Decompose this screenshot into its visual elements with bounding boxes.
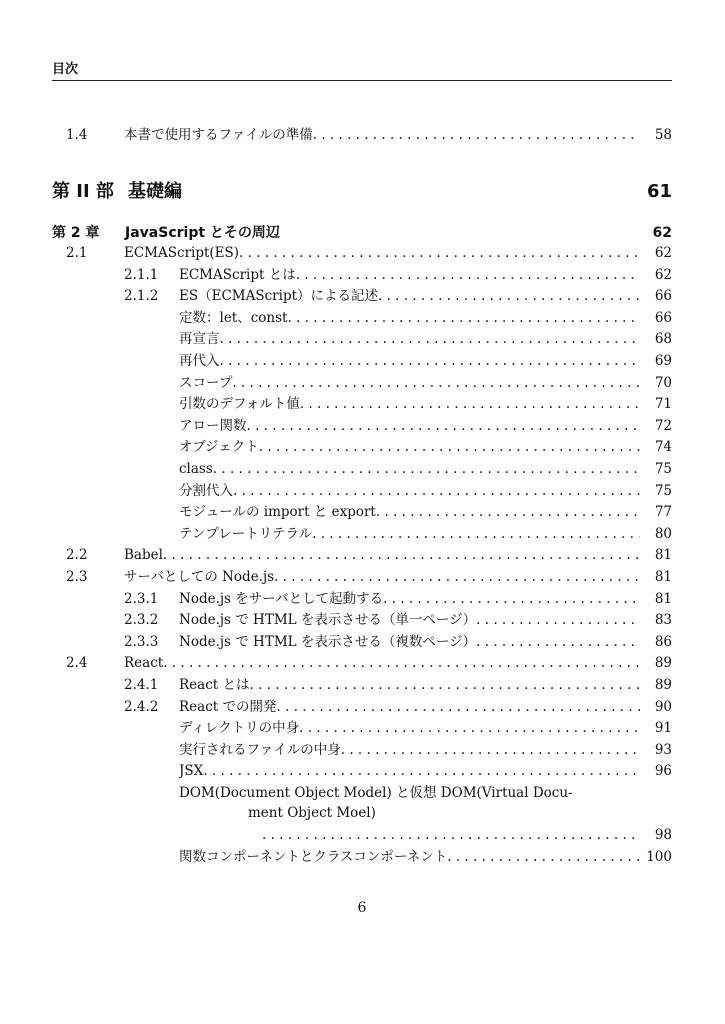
toc-entry[interactable] [179,632,672,652]
dot-leader [299,718,640,738]
toc-entry[interactable] [179,351,672,371]
toc-entry[interactable] [179,329,672,349]
toc-entry-title: テンプレートリテラル [179,526,313,542]
toc-entry-page: 70 [654,375,672,391]
dot-leader [447,847,640,867]
toc-entry-leader-line [262,825,672,845]
toc-entry-page: 81 [654,569,672,585]
toc-entry-page: 100 [646,849,672,865]
toc-entry-title: JSX [179,763,204,779]
toc-entry-number: 2.1.2 [124,288,159,304]
toc-entry[interactable] [179,416,672,436]
toc-entry-title: アロー関数 [179,418,247,434]
running-header [52,62,672,81]
toc-entry-title: 本書で使用するファイルの準備 [124,127,313,143]
dot-leader [220,351,641,371]
toc-entry-number: 2.2 [66,547,88,563]
chapter-heading[interactable] [52,223,672,243]
dot-leader [233,481,640,501]
toc-entry-title: オブジェクト [179,439,259,455]
toc-entry-title: Node.js で HTML を表示させる（単一ページ） [179,612,477,628]
toc-entry-title: ディレクトリの中身 [179,720,300,736]
chapter-page: 62 [652,225,672,241]
part-label: 第 II 部 [52,181,114,202]
toc-entry[interactable] [179,610,672,630]
toc-entry-number: 1.4 [66,127,88,143]
dot-leader [213,459,640,479]
toc-entry-page: 69 [654,353,672,369]
toc-entry-title: React [124,655,164,671]
toc-entry-number: 2.1 [66,245,88,261]
dot-leader [247,416,641,436]
toc-entry-title: 引数のデフォルト値 [179,396,300,412]
dot-leader [476,610,640,630]
toc-entry-title: ES（ECMAScript）による記述 [179,288,379,304]
toc-entry[interactable] [179,481,672,501]
toc-entry-page: 75 [654,483,672,499]
part-page: 61 [646,181,672,202]
toc-entry-title: 実行されるファイルの中身 [179,742,341,758]
toc-entry-page: 58 [654,127,672,143]
dot-leader [232,373,640,393]
toc-entry[interactable] [179,459,672,479]
part-title: 基礎編 [128,181,182,202]
toc-entry-title: class [179,461,213,477]
toc-entry-page: 66 [654,288,672,304]
toc-entry[interactable] [179,740,672,760]
toc-entry-page: 96 [654,763,672,779]
toc-entry-title: 関数コンポーネントとクラスコンポーネント [179,849,448,865]
toc-entry-page: 89 [654,677,672,693]
toc-entry-number: 2.3.3 [124,634,159,650]
toc-entry[interactable] [179,394,672,414]
toc-entry[interactable] [179,373,672,393]
toc-entry-page: 77 [654,504,672,520]
toc-entry-title: モジュールの import と export [179,504,376,520]
toc-entry-page: 66 [654,310,672,326]
toc-entry-page: 81 [654,591,672,607]
dot-leader [203,761,640,781]
dot-leader [274,567,640,587]
dot-leader [163,545,640,565]
dot-leader [476,632,640,652]
part-heading[interactable] [52,181,672,203]
toc-entry-page: 98 [654,827,672,843]
toc-entry[interactable] [179,286,672,306]
toc-entry-page: 75 [654,461,672,477]
toc-entry-page: 80 [654,526,672,542]
dot-leader [312,524,640,544]
toc-entry[interactable] [179,718,672,738]
dot-leader [378,286,640,306]
toc-entry[interactable] [179,761,672,781]
toc-entry-page: 71 [654,396,672,412]
toc-entry-page: 83 [654,612,672,628]
dot-leader [249,675,640,695]
toc-entry[interactable] [179,847,672,867]
dot-leader [276,697,640,717]
dot-leader [341,740,640,760]
toc-entry-number: 2.1.1 [124,267,159,283]
toc-entry-number: 2.3 [66,569,88,585]
toc-entry-title: Node.js をサーバとして起動する [179,591,384,607]
toc-entry[interactable] [179,675,672,695]
dot-leader [239,243,640,263]
dot-leader [287,308,640,328]
toc-entry-title-line2: ment Object Moel) [248,805,376,821]
toc-entry[interactable] [179,783,672,803]
toc-entry-number: 2.3.1 [124,591,159,607]
toc-entry-page: 72 [654,418,672,434]
toc-entry-number: 2.4 [66,655,88,671]
toc-entry-title: ECMAScript(ES) [124,245,240,261]
toc-entry-page: 62 [654,267,672,283]
toc-entry-title: React とは [179,677,250,693]
toc-entry-page: 93 [654,742,672,758]
dot-leader [376,502,640,522]
toc-entry-number: 2.3.2 [124,612,159,628]
toc-entry-page: 74 [654,439,672,455]
toc-entry[interactable] [124,243,672,263]
dot-leader [296,265,640,285]
toc-entry-number: 2.4.2 [124,699,159,715]
toc-entry-title: ECMAScript とは [179,267,296,283]
dot-leader [300,394,640,414]
toc-entry-title-line1: DOM(Document Object Model) と仮想 DOM(Virtual Docu- [179,785,573,801]
toc-entry-continuation [248,803,548,823]
dot-leader [313,125,640,145]
dot-leader [163,653,640,673]
toc-entry-title: React での開発 [179,699,277,715]
toc-entry-title: Babel [124,547,163,563]
toc-entry-page: 81 [654,547,672,563]
dot-leader [383,589,640,609]
toc-entry[interactable] [179,697,672,717]
toc-entry-title: サーバとしての Node.js [124,569,275,585]
toc-entry-title: 再代入 [179,353,220,369]
toc-entry[interactable] [124,653,672,673]
toc-entry-page: 91 [654,720,672,736]
toc-entry[interactable] [179,589,672,609]
toc-entry-number: 2.4.1 [124,677,159,693]
toc-entry-page: 89 [654,655,672,671]
toc-entry[interactable] [179,265,672,285]
toc-entry-title: Node.js で HTML を表示させる（複数ページ） [179,634,477,650]
toc-entry[interactable] [179,308,672,328]
toc-entry-page: 86 [654,634,672,650]
page-number: 6 [357,900,367,916]
toc-entry-title: スコープ [179,375,233,391]
dot-leader [262,825,640,845]
toc-entry[interactable] [179,524,672,544]
toc-entry-page: 68 [654,331,672,347]
running-title: 目次 [52,62,79,77]
toc-entry[interactable] [124,125,672,145]
toc-entry[interactable] [179,437,672,457]
toc-entry[interactable] [179,502,672,522]
toc-entry-page: 90 [654,699,672,715]
toc-entry[interactable] [124,567,672,587]
toc-entry-title: 再宣言 [179,331,220,347]
toc-entry-title: 分割代入 [179,483,233,499]
dot-leader [259,437,640,457]
chapter-title: JavaScript とその周辺 [125,225,280,241]
toc-entry-page: 62 [654,245,672,261]
toc-entry[interactable] [124,545,672,565]
chapter-label: 第 2 章 [52,225,100,241]
toc-entry-title: 定数：let、const [179,310,288,326]
dot-leader [220,329,641,349]
